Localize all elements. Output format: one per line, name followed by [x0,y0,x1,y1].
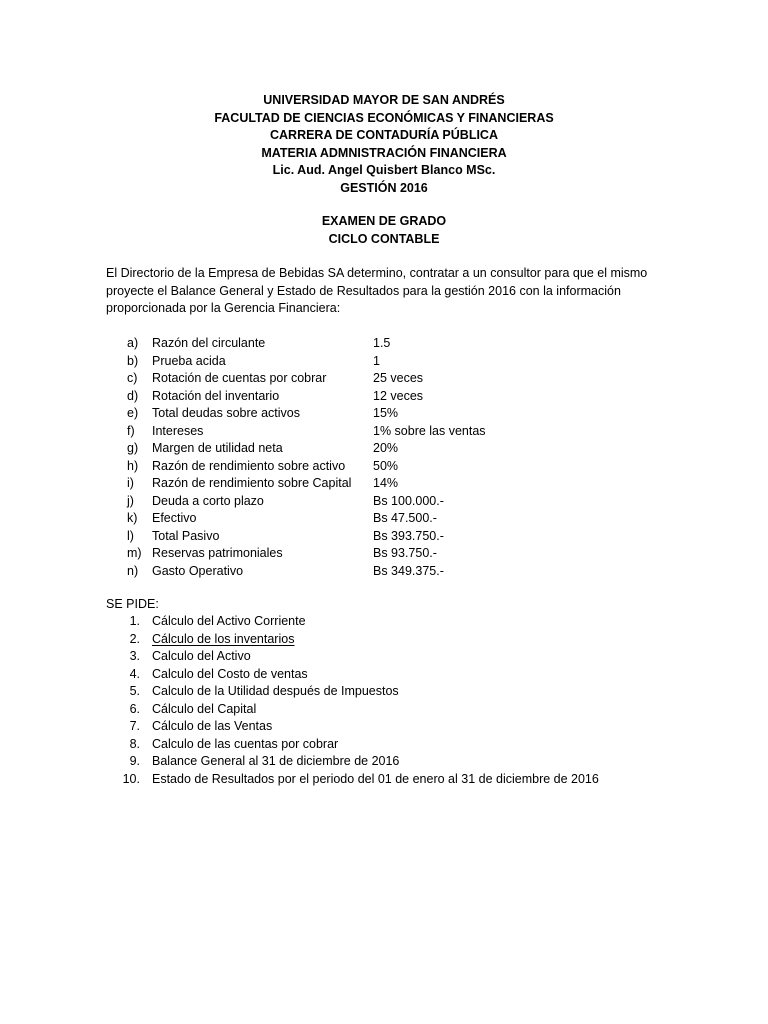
item-label: Rotación del inventario [152,388,280,403]
item-label: Total deudas sobre activos [152,406,301,420]
item-label: Total Pasivo [152,528,220,543]
data-item [127,458,577,476]
faculty-name: FACULTAD DE CIENCIAS ECONÓMICAS Y FINANCIERAS [214,110,554,125]
task-item [118,701,678,719]
item-marker: j) [127,493,134,508]
task-item [118,718,678,736]
item-value: Bs 100.000.- [373,493,444,508]
intro-line: proporcionada por la Gerencia Financiera: [106,301,341,315]
item-marker: e) [127,406,139,420]
item-value: 1.5 [373,336,391,350]
intro-paragraph [106,265,676,318]
task-text: Balance General al 31 de diciembre de 2016 [152,754,400,768]
item-marker: l) [127,528,134,543]
task-text: Calculo del Costo de ventas [152,666,308,681]
data-item [127,335,577,353]
item-marker: g) [127,441,139,455]
intro-line: El Directorio de la Empresa de Bebidas SA determino, contratar a un consultor para que el mismo [106,266,648,280]
task-number: 1. [129,614,140,628]
item-value: 50% [373,458,399,473]
task-item [118,666,678,684]
task-item [118,771,678,789]
item-value: 12 veces [373,388,424,403]
intro-line: proyecte el Balance General y Estado de Resultados para la gestión 2016 con la información [106,283,621,298]
data-item [127,545,577,563]
term-label: GESTIÓN 2016 [340,180,428,195]
data-item [127,370,577,388]
item-label: Razón del circulante [152,336,266,350]
exam-heading [0,213,768,248]
data-item [127,423,577,441]
exam-subtitle: CICLO CONTABLE [328,231,440,246]
university-name: UNIVERSIDAD MAYOR DE SAN ANDRÉS [263,93,505,107]
item-label: Intereses [152,423,204,438]
task-item [118,753,678,771]
task-text: Cálculo del Activo Corriente [152,614,306,628]
item-value: 15% [373,406,399,420]
item-label: Rotación de cuentas por cobrar [152,371,327,385]
task-number: 7. [129,719,140,733]
item-marker: a) [127,336,139,350]
item-label: Razón de rendimiento sobre activo [152,458,346,473]
item-value: Bs 93.750.- [373,546,437,560]
item-value: 20% [373,441,399,455]
item-marker: k) [127,511,138,525]
task-text: Calculo de la Utilidad después de Impuestos [152,684,399,698]
task-number: 5. [129,684,140,698]
item-value: 1 [373,353,380,368]
data-item [127,493,577,511]
item-marker: d) [127,388,139,403]
data-item [127,405,577,423]
item-label: Efectivo [152,511,197,525]
task-text: Calculo de las cuentas por cobrar [152,736,339,751]
item-value: Bs 393.750.- [373,528,444,543]
item-marker: m) [127,546,142,560]
data-item [127,475,577,493]
task-text: Cálculo de los inventarios [152,631,295,646]
data-item [127,388,577,406]
item-value: Bs 47.500.- [373,511,437,525]
task-number: 4. [129,666,140,681]
task-number: 8. [129,736,140,751]
task-number: 2. [129,631,140,646]
item-label: Reservas patrimoniales [152,546,283,560]
item-marker: h) [127,458,139,473]
subject-name: MATERIA ADMNISTRACIÓN FINANCIERA [261,145,507,160]
item-value: 25 veces [373,371,424,385]
task-text: Estado de Resultados por el periodo del 01 de enero al 31 de diciembre de 2016 [152,771,599,786]
item-label: Prueba acida [152,353,226,368]
item-marker: i) [127,476,134,490]
task-item [118,613,678,631]
exam-title: EXAMEN DE GRADO [321,214,447,228]
task-text: Cálculo de las Ventas [152,719,273,733]
item-marker: b) [127,353,139,368]
task-number: 6. [129,701,140,716]
item-value: 1% sobre las ventas [373,423,486,438]
item-marker: n) [127,563,139,578]
task-item [118,736,678,754]
item-label: Razón de rendimiento sobre Capital [152,476,352,490]
data-item [127,563,577,581]
task-number: 9. [129,754,140,768]
se-pide-label: SE PIDE: [106,597,159,611]
item-value: Bs 349.375.- [373,563,444,578]
professor-name: Lic. Aud. Angel Quisbert Blanco MSc. [272,163,496,177]
data-item [127,353,577,371]
task-item [118,631,678,649]
item-marker: f) [127,423,135,438]
task-number: 10. [122,771,140,786]
career-name: CARRERA DE CONTADURÍA PÚBLICA [269,128,498,142]
financial-data-list [127,335,577,580]
item-label: Gasto Operativo [152,563,244,578]
item-value: 14% [373,476,399,490]
item-label: Deuda a corto plazo [152,493,264,508]
task-item [118,648,678,666]
data-item [127,528,577,546]
task-list [118,613,678,788]
task-text: Cálculo del Capital [152,701,257,716]
item-marker: c) [127,371,138,385]
data-item [127,510,577,528]
task-text: Calculo del Activo [152,649,251,663]
document-header [0,92,768,197]
task-number: 3. [129,649,140,663]
task-item [118,683,678,701]
data-item [127,440,577,458]
item-label: Margen de utilidad neta [152,441,283,455]
